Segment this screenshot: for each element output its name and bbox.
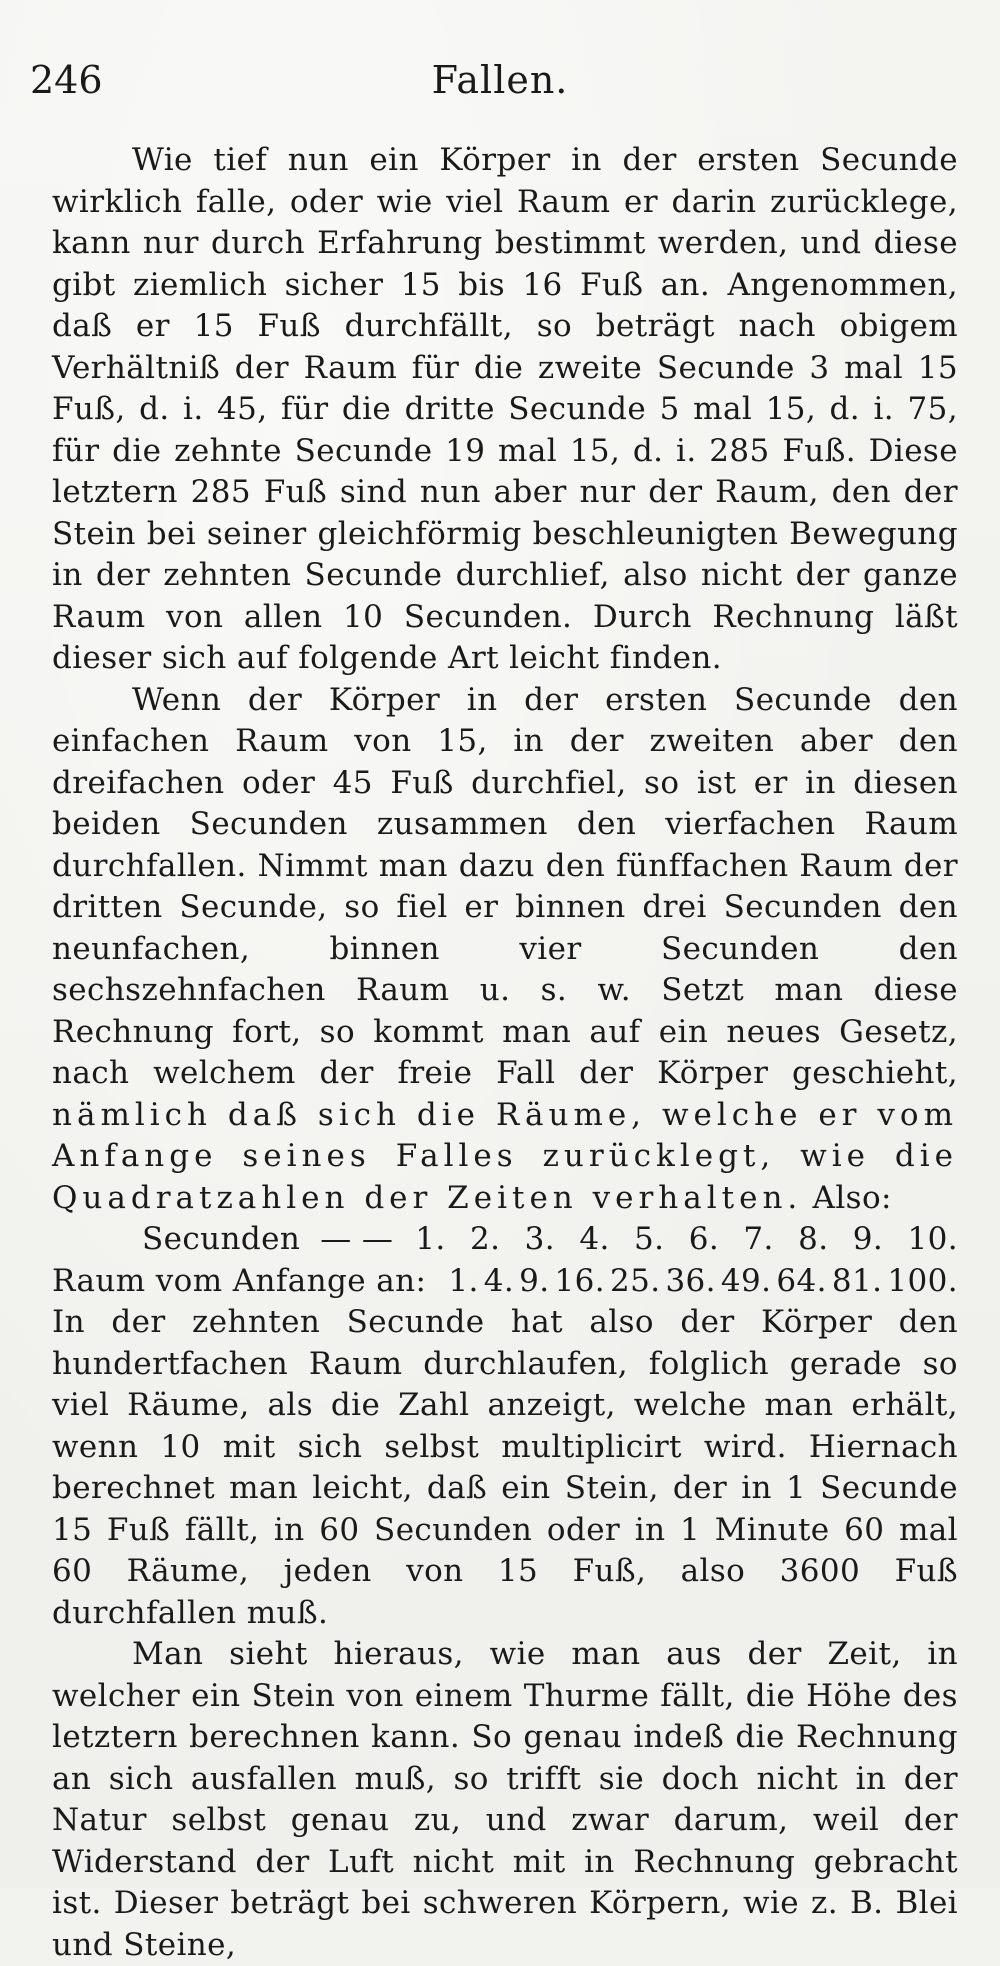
- paragraph-2-law: nämlich daß sich die Räume, welche er vom Anfange seines Falles zurücklegt, wie die Quadratzahlen der Zeiten verhalten.: [52, 1096, 958, 1216]
- body-text: [52, 140, 958, 1966]
- paragraph-2: [52, 680, 958, 1220]
- paragraph-4: Man sieht hieraus, wie man aus der Zeit, in welcher ein Stein von einem Thurme fällt, die Höhe des letztern berechnen kann. So genau indeß die Rechnung an sich ausfallen muß, so trifft sie doch nicht in der Natur selbst genau zu, und zwar darum, weil der Widerstand der Luft nicht mit in Rechnung gebracht ist. Dieser beträgt bei schweren Körpern, wie z. B. Blei und Steine,: [52, 1636, 958, 1963]
- table-cell: 25.: [609, 1262, 661, 1299]
- table-cell: 1.: [415, 1221, 446, 1257]
- table-row-seconds: [52, 1219, 958, 1261]
- paragraph-2-text: Wenn der Körper in der ersten Secunde den einfachen Raum von 15, in der zweiten aber den dreifachen oder 45 Fuß durchfiel, so ist er in diesen beiden Secunden zusammen den vierfachen Raum durchfallen. Nimmt man dazu den fünffachen Raum der dritten Secunde, so fiel er binnen drei Secunden den neunfachen, binnen vier Secunden den sechszehnfachen Raum u. s. w. Setzt man diese Rechnung fort, so kommt man auf ein neues Gesetz, nach welchem der freie Fall der Körper geschieht,: [52, 681, 958, 1091]
- table-cell: 8.: [798, 1221, 829, 1257]
- seconds-dash: — —: [320, 1221, 394, 1257]
- table-cell: 64.: [776, 1262, 827, 1299]
- table-cell: 7.: [743, 1221, 774, 1257]
- table-cell: 6.: [688, 1221, 720, 1257]
- table-cell: 9.: [519, 1262, 550, 1299]
- page-header: [30, 58, 970, 118]
- seconds-values: [415, 1219, 958, 1261]
- table-row-space: [52, 1261, 958, 1303]
- table-cell: 1.: [448, 1262, 479, 1299]
- paragraph-2-end: Also:: [812, 1179, 892, 1216]
- table-cell: 49.: [720, 1262, 772, 1299]
- paragraph-1: Wie tief nun ein Körper in der ersten Secunde wirklich falle, oder wie viel Raum er darin zurücklege, kann nur durch Erfahrung bestimmt werden, und diese gibt ziemlich sicher 15 bis 16 Fuß an. Angenommen, daß er 15 Fuß durchfällt, so beträgt nach obigem Verhältniß der Raum für die zweite Secunde 3 mal 15 Fuß, d. i. 45, für die dritte Secunde 5 mal 15, d. i. 75, für die zehnte Secunde 19 mal 15, d. i. 285 Fuß. Diese letztern 285 Fuß sind nun aber nur der Raum, den der Stein bei seiner gleichförmig beschleunigten Bewegung in der zehnten Secunde durchlief, also nicht der ganze Raum von allen 10 Secunden. Durch Rechnung läßt dieser sich auf folgende Art leicht finden.: [52, 142, 958, 676]
- running-title: Fallen.: [431, 58, 569, 102]
- table-cell: 81.: [831, 1262, 883, 1299]
- space-label: Raum vom Anfange an:: [52, 1262, 427, 1299]
- table-cell: 10.: [907, 1221, 958, 1257]
- paragraph-3: In der zehnten Secunde hat also der Körper den hundertfachen Raum durchlaufen, folglich gerade so viel Räume, als die Zahl anzeigt, welche man erhält, wenn 10 mit sich selbst multiplicirt wird. Hiernach berechnet man leicht, daß ein Stein, der in 1 Secunde 15 Fuß fällt, in 60 Secunden oder in 1 Minute 60 mal 60 Räume, jeden von 15 Fuß, also 3600 Fuß durchfallen muß.: [52, 1304, 958, 1631]
- table-cell: 5.: [634, 1221, 665, 1257]
- table-cell: 4.: [483, 1262, 515, 1299]
- table-cell: 36.: [665, 1262, 716, 1299]
- table-cell: 4.: [579, 1221, 610, 1257]
- seconds-label: Secunden — —: [52, 1219, 393, 1261]
- table-cell: 16.: [554, 1262, 605, 1299]
- table-cell: 2.: [469, 1221, 501, 1257]
- space-values: [448, 1261, 958, 1303]
- table-cell: 3.: [524, 1221, 556, 1257]
- table-cell: 9.: [852, 1221, 884, 1257]
- page-number: 246: [30, 58, 103, 102]
- table-cell: 100.: [887, 1262, 958, 1299]
